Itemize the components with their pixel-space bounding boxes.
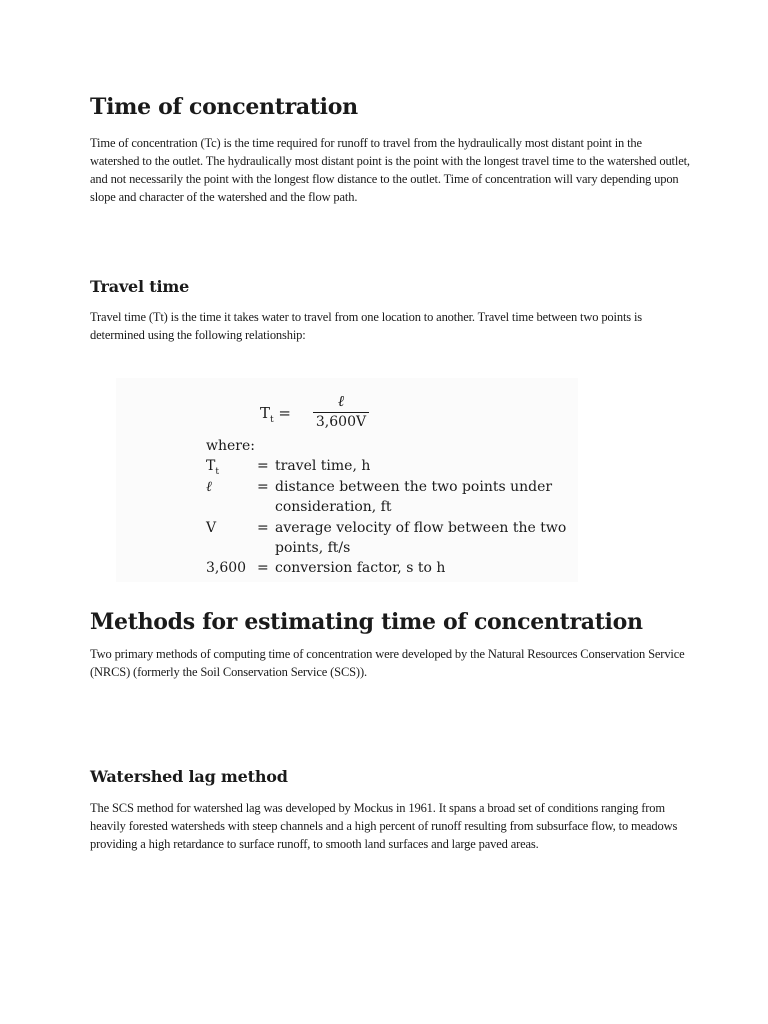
definition-row: $T_t$ = travel time, h	[206, 458, 371, 477]
formula-numerator: ℓ	[337, 392, 345, 410]
watershed-lag-heading: Watershed lag method	[90, 767, 288, 786]
methods-paragraph: Two primary methods of computing time of concentration were developed by the Natural Resources Conservation Service (NRCS) (formerly the Soil Conservation Service (SCS)).	[90, 647, 685, 679]
definition-row: V = average velocity of flow between the two	[206, 520, 567, 536]
travel-time-equation-figure	[116, 378, 578, 582]
intro-paragraph: Time of concentration (Tc) is the time required for runoff to travel from the hydraulically most distant point in the watershed to the outlet. The hydraulically most distant point is the point with the longest travel time to the watershed outlet, and not necessarily the point with the longest flow distance to the outlet. Time of concentration will vary depending upon slope and character of the watershed and the flow path.	[90, 136, 690, 204]
definition-row-continuation: consideration, ft	[275, 499, 392, 515]
travel-time-formula	[260, 392, 370, 436]
watershed-lag-paragraph: The SCS method for watershed lag was developed by Mockus in 1961. It spans a broad set of conditions ranging from heavily forested watersheds with steep channels and a high percent of runoff resulting from subsurface flow, to meadows providing a high retardance to surface runoff, to smooth land surfaces and large paved areas.	[90, 801, 678, 851]
definition-row: 3,600 = conversion factor, s to h	[206, 560, 446, 576]
page-title: Time of concentration	[90, 94, 358, 120]
formula-lhs: $T_t$ =	[260, 404, 291, 425]
travel-time-heading: Travel time	[90, 277, 190, 296]
travel-time-paragraph: Travel time (Tt) is the time it takes water to travel from one location to another. Travel time between two points is determined using the following relationship:	[90, 310, 643, 342]
definition-row-continuation: points, ft/s	[275, 540, 351, 556]
definition-row: ℓ = distance between the two points under	[206, 479, 553, 495]
formula-denominator: 3,600V	[315, 414, 367, 430]
where-label: where:	[206, 438, 255, 454]
methods-heading: Methods for estimating time of concentration	[90, 609, 643, 635]
fraction-bar	[313, 412, 369, 413]
